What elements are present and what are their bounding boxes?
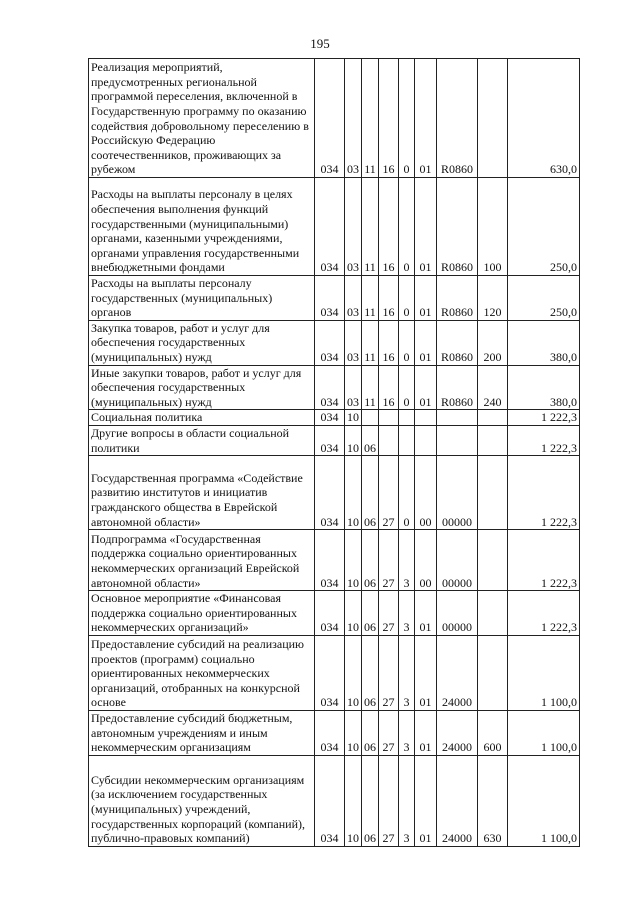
row-name-cell: Расходы на выплаты персоналу государственных (муниципальных) органов [89,276,315,321]
ministry-code-cell: 034 [315,178,345,276]
row-name-cell: Подпрограмма «Государственная поддержка социально ориентированных некоммерческих организаций Еврейской автономной области» [89,530,315,591]
main-event-code-cell: 01 [415,755,437,846]
main-event-code-cell [415,425,437,455]
amount-cell: 1 222,3 [508,410,580,426]
program-code-cell: 16 [379,59,399,178]
program-code-cell: 16 [379,365,399,410]
section-code-cell: 03 [345,276,362,321]
amount-cell: 250,0 [508,276,580,321]
subprogram-code-cell: 0 [399,59,415,178]
subprogram-code-cell: 3 [399,710,415,755]
table-row [89,591,580,636]
subprogram-code-cell: 0 [399,365,415,410]
program-code-cell: 27 [379,635,399,710]
row-name-cell: Основное мероприятие «Финансовая поддержка социально ориентированных некоммерческих организаций» [89,591,315,636]
expense-type-code-cell: 630 [478,755,508,846]
main-event-code-cell: 00 [415,530,437,591]
row-name-cell: Предоставление субсидий бюджетным, автономным учреждениям и иным некоммерческим организациям [89,710,315,755]
table-row [89,365,580,410]
expense-type-code-cell: 240 [478,365,508,410]
row-name-cell: Закупка товаров, работ и услуг для обеспечения государственных (муниципальных) нужд [89,320,315,365]
subprogram-code-cell: 3 [399,530,415,591]
amount-cell: 1 100,0 [508,635,580,710]
section-code-cell: 10 [345,456,362,530]
direction-code-cell: 24000 [437,635,478,710]
direction-code-cell: 00000 [437,591,478,636]
ministry-code-cell: 034 [315,425,345,455]
section-code-cell: 10 [345,425,362,455]
main-event-code-cell [415,410,437,426]
program-code-cell [379,410,399,426]
ministry-code-cell: 034 [315,456,345,530]
section-code-cell: 10 [345,530,362,591]
main-event-code-cell: 00 [415,456,437,530]
expense-type-code-cell [478,591,508,636]
expense-type-code-cell: 600 [478,710,508,755]
subsection-code-cell: 06 [362,530,379,591]
main-event-code-cell: 01 [415,59,437,178]
ministry-code-cell: 034 [315,530,345,591]
main-event-code-cell: 01 [415,276,437,321]
direction-code-cell [437,425,478,455]
main-event-code-cell: 01 [415,710,437,755]
subsection-code-cell: 06 [362,710,379,755]
row-name-cell: Иные закупки товаров, работ и услуг для обеспечения государственных (муниципальных) нужд [89,365,315,410]
section-code-cell: 03 [345,178,362,276]
row-name-cell: Расходы на выплаты персоналу в целях обеспечения выполнения функций государственными (муниципальными) органами, казенными учреждениями, органами управления государственными внебюджетными фондами [89,178,315,276]
subprogram-code-cell: 3 [399,635,415,710]
table-row [89,59,580,178]
row-name-cell: Предоставление субсидий на реализацию проектов (программ) социально ориентированных некоммерческих организаций, отобранных на конкурсной основе [89,635,315,710]
ministry-code-cell: 034 [315,320,345,365]
section-code-cell: 10 [345,591,362,636]
table-row [89,320,580,365]
amount-cell: 250,0 [508,178,580,276]
program-code-cell: 16 [379,320,399,365]
subsection-code-cell: 06 [362,635,379,710]
table-row [89,276,580,321]
row-name-cell: Социальная политика [89,410,315,426]
program-code-cell: 16 [379,178,399,276]
expense-type-code-cell [478,410,508,426]
direction-code-cell: R0860 [437,365,478,410]
direction-code-cell [437,410,478,426]
expense-type-code-cell: 120 [478,276,508,321]
subsection-code-cell: 11 [362,320,379,365]
direction-code-cell: R0860 [437,276,478,321]
subsection-code-cell: 06 [362,456,379,530]
subsection-code-cell: 06 [362,591,379,636]
page-number: 195 [310,36,330,51]
expense-type-code-cell: 100 [478,178,508,276]
table-row [89,178,580,276]
amount-cell: 630,0 [508,59,580,178]
ministry-code-cell: 034 [315,710,345,755]
amount-cell: 380,0 [508,320,580,365]
section-code-cell: 10 [345,755,362,846]
program-code-cell: 27 [379,755,399,846]
program-code-cell: 27 [379,456,399,530]
direction-code-cell: 24000 [437,755,478,846]
program-code-cell: 27 [379,710,399,755]
table-row [89,410,580,426]
table-row [89,456,580,530]
main-event-code-cell: 01 [415,178,437,276]
ministry-code-cell: 034 [315,59,345,178]
table-row [89,425,580,455]
ministry-code-cell: 034 [315,365,345,410]
amount-cell: 1 222,3 [508,591,580,636]
program-code-cell: 27 [379,530,399,591]
table-body [89,59,580,847]
subprogram-code-cell: 0 [399,456,415,530]
section-code-cell: 10 [345,635,362,710]
subsection-code-cell: 11 [362,276,379,321]
direction-code-cell: R0860 [437,59,478,178]
expense-type-code-cell [478,635,508,710]
main-event-code-cell: 01 [415,320,437,365]
ministry-code-cell: 034 [315,276,345,321]
direction-code-cell: 24000 [437,710,478,755]
row-name-cell: Государственная программа «Содействие развитию институтов и инициатив гражданского общества в Еврейской автономной области» [89,456,315,530]
subprogram-code-cell [399,410,415,426]
row-name-cell: Другие вопросы в области социальной политики [89,425,315,455]
main-event-code-cell: 01 [415,365,437,410]
subsection-code-cell [362,410,379,426]
subprogram-code-cell: 0 [399,178,415,276]
amount-cell: 1 100,0 [508,755,580,846]
ministry-code-cell: 034 [315,755,345,846]
budget-table [88,58,580,847]
subprogram-code-cell: 0 [399,276,415,321]
section-code-cell: 03 [345,59,362,178]
main-event-code-cell: 01 [415,635,437,710]
program-code-cell: 27 [379,591,399,636]
direction-code-cell: 00000 [437,530,478,591]
subprogram-code-cell [399,425,415,455]
table-row [89,530,580,591]
expense-type-code-cell [478,59,508,178]
table-row [89,635,580,710]
subsection-code-cell: 11 [362,365,379,410]
subprogram-code-cell: 3 [399,591,415,636]
section-code-cell: 03 [345,365,362,410]
ministry-code-cell: 034 [315,635,345,710]
amount-cell: 1 100,0 [508,710,580,755]
expense-type-code-cell [478,530,508,591]
table-row [89,755,580,846]
ministry-code-cell: 034 [315,410,345,426]
direction-code-cell: R0860 [437,178,478,276]
subprogram-code-cell: 3 [399,755,415,846]
ministry-code-cell: 034 [315,591,345,636]
expense-type-code-cell [478,456,508,530]
section-code-cell: 10 [345,410,362,426]
main-event-code-cell: 01 [415,591,437,636]
subprogram-code-cell: 0 [399,320,415,365]
amount-cell: 380,0 [508,365,580,410]
subsection-code-cell: 11 [362,59,379,178]
program-code-cell [379,425,399,455]
row-name-cell: Субсидии некоммерческим организациям (за исключением государственных (муниципальных) учреждений, государственных корпораций (компаний), публично-правовых компаний) [89,755,315,846]
amount-cell: 1 222,3 [508,425,580,455]
section-code-cell: 03 [345,320,362,365]
program-code-cell: 16 [379,276,399,321]
direction-code-cell: R0860 [437,320,478,365]
amount-cell: 1 222,3 [508,456,580,530]
section-code-cell: 10 [345,710,362,755]
expense-type-code-cell: 200 [478,320,508,365]
subsection-code-cell: 06 [362,755,379,846]
subsection-code-cell: 06 [362,425,379,455]
row-name-cell: Реализация мероприятий, предусмотренных региональной программой переселения, включенной в Государственную программу по оказанию содействия добровольному переселению в Российскую Федерацию соотечественников, проживающих за рубежом [89,59,315,178]
table-row [89,710,580,755]
amount-cell: 1 222,3 [508,530,580,591]
expense-type-code-cell [478,425,508,455]
subsection-code-cell: 11 [362,178,379,276]
direction-code-cell: 00000 [437,456,478,530]
